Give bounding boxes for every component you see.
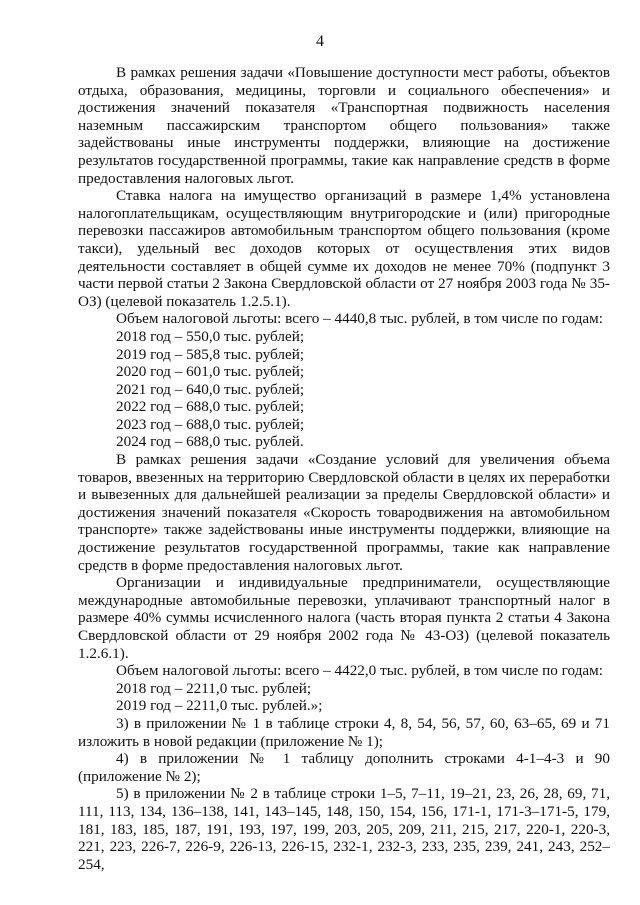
year-line: 2023 год – 688,0 тыс. рублей; (116, 415, 305, 433)
page-number: 4 (316, 33, 324, 50)
paragraph: В рамках решения задачи «Создание условий для увеличения объема товаров, ввезенных на территорию Свердловской области в целях их переработки и вывезенных для дальнейшей реализации за пределы Свердловской области» и достижения значений показателя «Скорость товародвижения на автомобильном транспорте» также задействованы иные инструменты поддержки, влияющие на достижение результатов государственной программы, такие как направление средств в форме предоставления налоговых льгот. (78, 451, 610, 574)
year-line: 2018 год – 550,0 тыс. рублей; (116, 327, 305, 345)
paragraph: 3) в приложении № 1 в таблице строки 4, 8, 54, 56, 57, 60, 63–65, 69 и 71 изложить в новой редакции (приложение № 1); (78, 714, 610, 750)
paragraph: Объем налоговой льготы: всего – 4440,8 тыс. рублей, в том числе по годам: (116, 310, 603, 328)
paragraph: Объем налоговой льготы: всего – 4422,0 тыс. рублей, в том числе по годам: (116, 662, 603, 680)
year-line: 2020 год – 601,0 тыс. рублей; (116, 363, 305, 381)
year-line: 2018 год – 2211,0 тыс. рублей; (116, 679, 312, 697)
year-line: 2021 год – 640,0 тыс. рублей; (116, 380, 305, 398)
document-body (78, 64, 610, 873)
year-line: 2019 год – 585,8 тыс. рублей; (116, 345, 305, 363)
year-line: 2022 год – 688,0 тыс. рублей; (116, 398, 305, 416)
paragraph: 5) в приложении № 2 в таблице строки 1–5, 7–11, 19–21, 23, 26, 28, 69, 71, 111, 113, 134, 136–138, 141, 143–145, 148, 150, 154, 156, 171-1, 171-3–171-5, 179, 181, 183, 185, 187, 191, 193, 197, 199, 203, 205, 209, 211, 215, 217, 220-1, 220-3, 221, 223, 226-7, 226-9, 226-13, 226-15, 232-1, 232-3, 233, 235, 239, 241, 243, 252–254, (78, 785, 610, 873)
paragraph: 4) в приложении № 1 таблицу дополнить строками 4-1–4-3 и 90 (приложение № 2); (78, 750, 610, 785)
year-line: 2024 год – 688,0 тыс. рублей. (116, 433, 304, 451)
paragraph: Ставка налога на имущество организаций в размере 1,4% установлена налогоплательщикам, осуществляющим внутригородские и (или) пригородные перевозки пассажиров автомобильным транспортом общего пользования (кроме такси), удельный вес доходов которых от осуществления этих видов деятельности составляет в общей сумме их доходов не менее 70% (подпункт 3 части первой статьи 2 Закона Свердловской области от 27 ноября 2003 года № 35-ОЗ) (целевой показатель 1.2.5.1). (78, 187, 610, 310)
year-line: 2019 год – 2211,0 тыс. рублей.»; (116, 697, 323, 715)
paragraph: Организации и индивидуальные предприниматели, осуществляющие международные автомобильные перевозки, уплачивают транспортный налог в размере 40% суммы исчисленного налога (часть вторая пункта 2 статьи 4 Закона Свердловской области от 29 ноября 2002 года № 43-ОЗ) (целевой показатель 1.2.6.1). (78, 574, 610, 662)
paragraph: В рамках решения задачи «Повышение доступности мест работы, объектов отдыха, образования, медицины, торговли и социального обеспечения» и достижения значений показателя «Транспортная подвижность населения наземным пассажирским транспортом общего пользования» также задействованы иные инструменты поддержки, влияющие на достижение результатов государственной программы, такие как направление средств в форме предоставления налоговых льгот. (78, 64, 610, 187)
